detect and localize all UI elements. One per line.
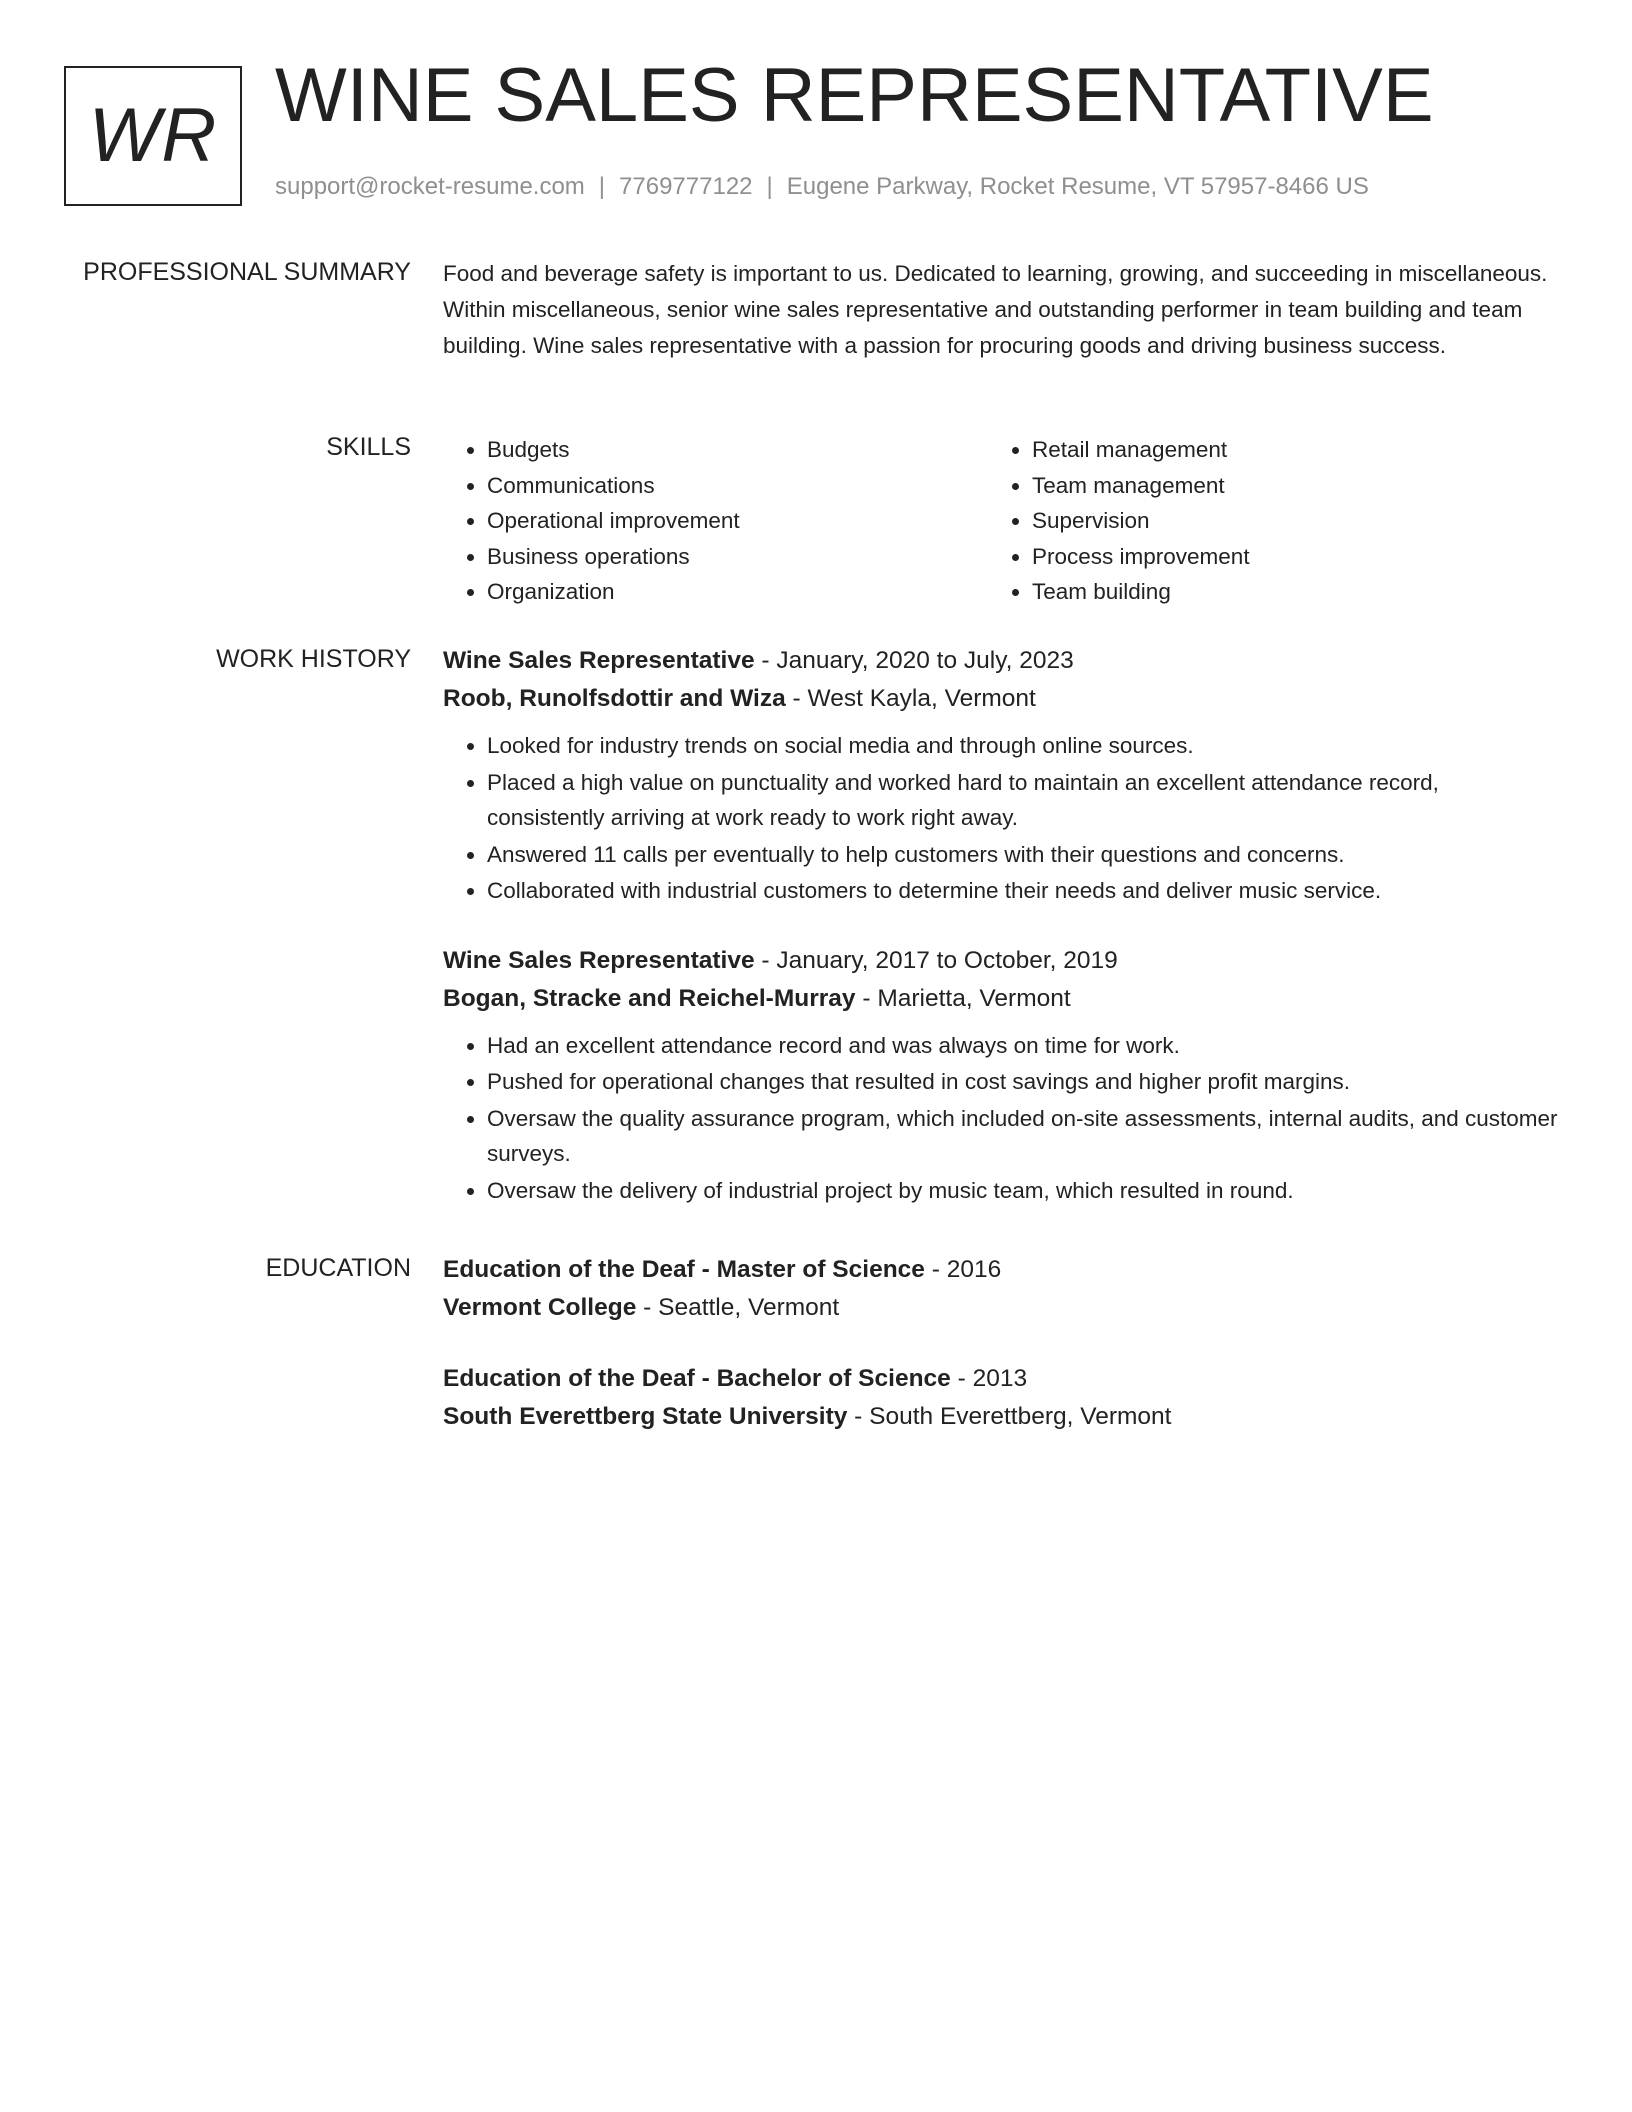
employer-line — [443, 680, 1558, 718]
degree-name: Education of the Deaf - Bachelor of Science — [443, 1365, 951, 1392]
contact-separator: | — [598, 173, 606, 200]
school-location: - Seattle, Vermont — [636, 1294, 840, 1321]
job-title-line — [443, 942, 1558, 980]
monogram-box — [64, 66, 242, 206]
skill-item: • Organization — [487, 574, 988, 610]
monogram-initials: WR — [88, 93, 218, 178]
job-bullets — [443, 728, 1558, 909]
school-name: Vermont College — [443, 1294, 637, 1321]
education-entry — [443, 1360, 1558, 1436]
employer-location: - Marietta, Vermont — [855, 984, 1071, 1012]
degree-line — [443, 1251, 1558, 1289]
education-heading: EDUCATION — [265, 1254, 411, 1282]
education-entry — [443, 1251, 1558, 1327]
resume-title: WINE SALES REPRESENTATIVE — [275, 53, 1434, 138]
degree-line — [443, 1360, 1558, 1398]
skills-body — [443, 432, 1558, 610]
job-bullet: • Collaborated with industrial customers to determine their needs and deliver music service. — [487, 873, 1558, 909]
summary-body — [443, 256, 1558, 364]
school-location: - South Everettberg, Vermont — [847, 1403, 1172, 1430]
contact-line — [275, 175, 1369, 199]
employer-name: Bogan, Stracke and Reichel-Murray — [443, 984, 856, 1012]
contact-email: support@rocket-resume.com — [275, 173, 585, 200]
contact-address: Eugene Parkway, Rocket Resume, VT 57957-8466 US — [786, 173, 1369, 200]
contact-separator: | — [766, 173, 773, 200]
education-body — [443, 1251, 1558, 1436]
employer-name: Roob, Runolfsdottir and Wiza — [443, 685, 786, 712]
skills-list-right — [988, 432, 1533, 610]
degree-name: Education of the Deaf - Master of Science — [443, 1256, 925, 1283]
degree-year: - 2013 — [950, 1365, 1028, 1392]
skill-item: • Operational improvement — [487, 503, 988, 539]
degree-year: - 2016 — [924, 1256, 1002, 1283]
school-name: South Everettberg State University — [443, 1403, 848, 1430]
work-history-body — [443, 642, 1558, 1209]
work-history-heading: WORK HISTORY — [216, 645, 411, 673]
employer-line — [443, 980, 1558, 1018]
job-dates: - January, 2020 to July, 2023 — [754, 647, 1074, 674]
skill-item: • Process improvement — [1032, 539, 1533, 575]
school-line — [443, 1289, 1558, 1327]
job-bullet: • Oversaw the delivery of industrial project by music team, which resulted in round. — [487, 1173, 1558, 1209]
skill-item: • Communications — [487, 468, 988, 504]
contact-phone: 7769777122 — [619, 173, 753, 200]
job-bullet: • Looked for industry trends on social media and through online sources. — [487, 728, 1558, 764]
skill-item: • Budgets — [487, 432, 988, 468]
employer-location: - West Kayla, Vermont — [785, 685, 1036, 712]
skill-item: • Supervision — [1032, 503, 1533, 539]
job-title: Wine Sales Representative — [443, 647, 755, 674]
school-line — [443, 1398, 1558, 1436]
job-title-line — [443, 642, 1558, 680]
job-dates: - January, 2017 to October, 2019 — [754, 946, 1118, 974]
skill-item: • Retail management — [1032, 432, 1533, 468]
summary-text: Food and beverage safety is important to us. Dedicated to learning, growing, and succeeding in miscellaneous. Within miscellaneous, senior wine sales representative and outstanding performer in team building and team building. Wine sales representative with a passion for procuring goods and driving business success. — [443, 261, 1548, 358]
job-bullets — [443, 1028, 1558, 1209]
job-bullet: • Answered 11 calls per eventually to help customers with their questions and concerns. — [487, 837, 1558, 873]
skill-item: • Team management — [1032, 468, 1533, 504]
skills-heading: SKILLS — [326, 433, 411, 461]
job-bullet: • Placed a high value on punctuality and worked hard to maintain an excellent attendance record, consistently arriving at work ready to work right away. — [487, 765, 1558, 836]
job-bullet: • Pushed for operational changes that resulted in cost savings and higher profit margins. — [487, 1064, 1558, 1100]
skills-list-left — [443, 432, 988, 610]
summary-heading: PROFESSIONAL SUMMARY — [83, 258, 411, 286]
job-entry — [443, 642, 1558, 909]
job-entry — [443, 942, 1558, 1209]
skill-item: • Business operations — [487, 539, 988, 575]
job-bullet: • Oversaw the quality assurance program, which included on-site assessments, internal audits, and customer surveys. — [487, 1101, 1558, 1172]
job-bullet: • Had an excellent attendance record and was always on time for work. — [487, 1028, 1558, 1064]
job-title: Wine Sales Representative — [443, 946, 755, 974]
skill-item: • Team building — [1032, 574, 1533, 610]
